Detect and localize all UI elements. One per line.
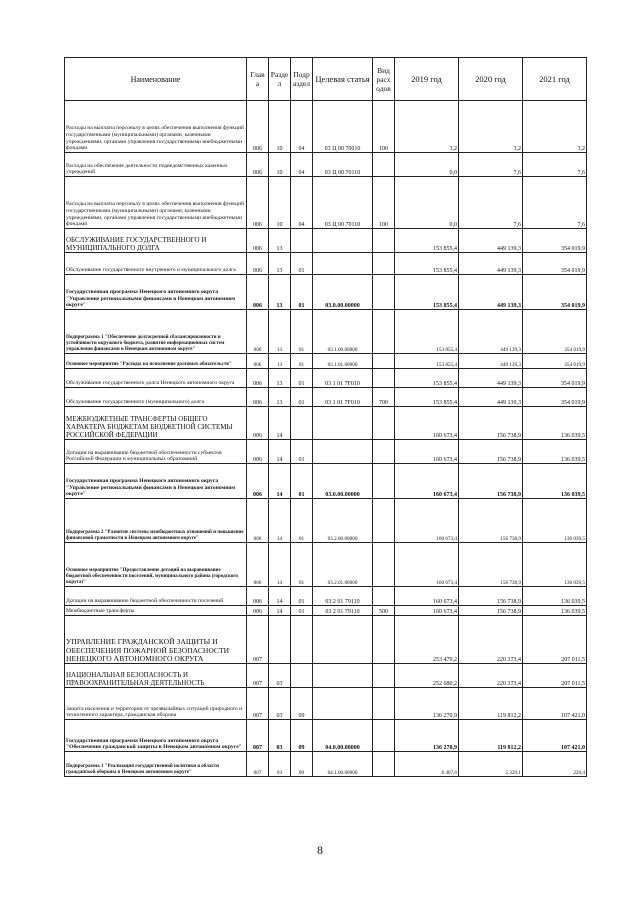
cell-podrazdel: 09 [291, 720, 313, 752]
cell-vid: 700 [373, 388, 395, 407]
cell-y2019: 0,0 [395, 177, 459, 229]
table-row [65, 275, 587, 310]
header-podrazdel: Подр аздел [291, 58, 313, 101]
cell-podrazdel: 09 [291, 688, 313, 720]
cell-y2019: 160 673,4 [395, 407, 459, 440]
cell-y2020: 156 738,9 [459, 464, 523, 499]
cell-y2020: 7,6 [459, 177, 523, 229]
cell-article: 03 2 01 79110 [313, 587, 373, 606]
cell-razdel [269, 616, 291, 664]
cell-article: 03 Ц 00 70010 [313, 101, 373, 153]
cell-glava: 006 [247, 153, 269, 177]
cell-name: ОБСЛУЖИВАНИЕ ГОСУДАРСТВЕННОГО И МУНИЦИПАЛЬНОГО ДОЛГА [65, 229, 247, 253]
cell-y2021: 136 039,5 [523, 587, 587, 606]
cell-y2019: 160 673,4 [395, 543, 459, 587]
cell-vid [373, 587, 395, 606]
cell-y2019: 160 673,4 [395, 464, 459, 499]
cell-y2021: 136 039,5 [523, 440, 587, 464]
cell-name: Основное мероприятие "Расходы на исполнение долговых обязательств" [65, 354, 247, 369]
cell-name: НАЦИОНАЛЬНАЯ БЕЗОПАСНОСТЬ И ПРАВООХРАНИТЕЛЬНАЯ ДЕЯТЕЛЬНОСТЬ [65, 664, 247, 688]
cell-razdel: 14 [269, 543, 291, 587]
cell-y2020: 220 373,4 [459, 664, 523, 688]
cell-name: Государственная программа Ненецкого автономного округа "Обеспечение гражданской защиты в Ненецком автономном округе" [65, 720, 247, 752]
cell-vid: 100 [373, 177, 395, 229]
table-row [65, 664, 587, 688]
header-2019: 2019 год [395, 58, 459, 101]
cell-podrazdel: 01 [291, 275, 313, 310]
cell-vid [373, 229, 395, 253]
header-2020: 2020 год [459, 58, 523, 101]
cell-vid [373, 664, 395, 688]
cell-y2020: 119 812,2 [459, 720, 523, 752]
cell-podrazdel [291, 229, 313, 253]
cell-name: Расходы на обеспечение деятельности подведомственных казенных учреждений [65, 153, 247, 177]
cell-glava: 006 [247, 101, 269, 153]
table-row [65, 354, 587, 369]
cell-podrazdel [291, 616, 313, 664]
cell-y2021: 107 421,0 [523, 688, 587, 720]
cell-vid [373, 499, 395, 543]
cell-article: 03.1.00.00000 [313, 310, 373, 354]
cell-y2020: 7,6 [459, 153, 523, 177]
cell-y2021: 3,2 [523, 101, 587, 153]
cell-name: Подпрограмма 2 "Развитие системы межбюджетных отношений и повышение финансовой грамотности в Ненецком автономном округе" [65, 499, 247, 543]
cell-y2021: 136 039,5 [523, 606, 587, 616]
table-row [65, 177, 587, 229]
table-row [65, 587, 587, 606]
cell-razdel: 10 [269, 153, 291, 177]
cell-razdel: 14 [269, 440, 291, 464]
cell-vid [373, 752, 395, 777]
cell-podrazdel: 01 [291, 499, 313, 543]
cell-razdel: 13 [269, 388, 291, 407]
cell-name: Обслуживание государственного внутреннего и муниципального долга [65, 253, 247, 275]
cell-podrazdel: 04 [291, 101, 313, 153]
cell-razdel: 13 [269, 369, 291, 388]
cell-y2021: 354 019,9 [523, 229, 587, 253]
cell-y2020: 449 139,3 [459, 275, 523, 310]
cell-y2021: 354 019,9 [523, 369, 587, 388]
cell-y2021: 354 019,9 [523, 354, 587, 369]
cell-y2021: 136 039,5 [523, 499, 587, 543]
cell-y2020: 156 738,9 [459, 499, 523, 543]
cell-y2020: 449 139,3 [459, 354, 523, 369]
table-row [65, 688, 587, 720]
cell-glava: 006 [247, 369, 269, 388]
table-row [65, 407, 587, 440]
header-vid: Вид расх одов [373, 58, 395, 101]
cell-glava: 007 [247, 720, 269, 752]
cell-glava: 007 [247, 688, 269, 720]
cell-article [313, 616, 373, 664]
cell-article [313, 253, 373, 275]
cell-y2021: 7,6 [523, 177, 587, 229]
cell-y2021: 7,6 [523, 153, 587, 177]
cell-vid [373, 253, 395, 275]
cell-name: Основное мероприятие "Предоставление дотаций на выравнивание бюджетной обеспеченности поселений, муниципального района (городского округа)" [65, 543, 247, 587]
cell-article: 04.1.00.00000 [313, 752, 373, 777]
cell-y2019: 153 855,4 [395, 229, 459, 253]
cell-glava: 006 [247, 606, 269, 616]
cell-name: Подпрограмма 1 "Реализация государственной политики в области гражданской обороны в Ненецком автономном округе" [65, 752, 247, 777]
cell-podrazdel: 01 [291, 606, 313, 616]
cell-vid [373, 310, 395, 354]
cell-razdel: 14 [269, 464, 291, 499]
cell-razdel: 13 [269, 275, 291, 310]
cell-article: 03.2.00.00000 [313, 499, 373, 543]
cell-y2021: 136 039,5 [523, 464, 587, 499]
cell-y2020: 156 738,9 [459, 587, 523, 606]
cell-y2019: 3,2 [395, 101, 459, 153]
cell-podrazdel: 09 [291, 752, 313, 777]
header-glava: Глав а [247, 58, 269, 101]
table-header-row [65, 58, 587, 101]
cell-razdel: 14 [269, 407, 291, 440]
cell-article [313, 407, 373, 440]
cell-name: Государственная программа Ненецкого автономного округа "Управление региональными финансами в Ненецком автономном округе" [65, 275, 247, 310]
table-row [65, 616, 587, 664]
cell-glava: 007 [247, 752, 269, 777]
cell-razdel: 10 [269, 101, 291, 153]
cell-y2019: 160 673,4 [395, 499, 459, 543]
cell-y2020: 156 738,9 [459, 407, 523, 440]
cell-name: Межбюджетные трансферты [65, 606, 247, 616]
cell-glava: 007 [247, 616, 269, 664]
cell-y2019: 136 270,9 [395, 720, 459, 752]
cell-y2021: 207 011,5 [523, 664, 587, 688]
cell-vid [373, 369, 395, 388]
cell-y2019: 160 673,4 [395, 440, 459, 464]
cell-vid [373, 720, 395, 752]
cell-glava: 006 [247, 499, 269, 543]
cell-podrazdel [291, 664, 313, 688]
table-row [65, 464, 587, 499]
cell-vid [373, 407, 395, 440]
table-row [65, 440, 587, 464]
cell-glava: 006 [247, 275, 269, 310]
cell-vid [373, 688, 395, 720]
cell-name: Защита населения и территории от чрезвычайных ситуаций природного и техногенного характера, гражданская оборона [65, 688, 247, 720]
cell-y2019: 153 855,4 [395, 253, 459, 275]
cell-y2019: 252 680,2 [395, 664, 459, 688]
cell-y2020: 119 812,2 [459, 688, 523, 720]
cell-podrazdel: 01 [291, 543, 313, 587]
cell-razdel: 14 [269, 499, 291, 543]
cell-razdel: 13 [269, 354, 291, 369]
cell-y2020: 3,2 [459, 101, 523, 153]
cell-y2021: 220,4 [523, 752, 587, 777]
cell-name: Подпрограмма 1 "Обеспечение долгосрочной сбалансированности и устойчивости окружного бюджета, развитие информационных систем управления финансами в Ненецком автономном округе" [65, 310, 247, 354]
header-article: Целевая статья [313, 58, 373, 101]
cell-vid [373, 616, 395, 664]
cell-y2020: 449 139,3 [459, 369, 523, 388]
cell-podrazdel: 01 [291, 440, 313, 464]
table-row [65, 388, 587, 407]
cell-y2021: 354 019,9 [523, 388, 587, 407]
budget-table [64, 57, 587, 777]
table-row [65, 606, 587, 616]
cell-glava: 006 [247, 354, 269, 369]
cell-y2019: 160 673,4 [395, 606, 459, 616]
cell-y2020: 156 738,9 [459, 440, 523, 464]
page-number: 8 [317, 843, 323, 857]
cell-razdel: 03 [269, 664, 291, 688]
cell-y2020: 156 738,9 [459, 606, 523, 616]
cell-name: Дотации на выравнивание бюджетной обеспеченности субъектов Российской Федерации и муниципальных образований [65, 440, 247, 464]
cell-vid [373, 354, 395, 369]
cell-y2021: 107 421,0 [523, 720, 587, 752]
cell-glava: 006 [247, 543, 269, 587]
cell-vid [373, 440, 395, 464]
cell-glava: 006 [247, 440, 269, 464]
table-row [65, 253, 587, 275]
cell-article [313, 229, 373, 253]
cell-podrazdel: 01 [291, 354, 313, 369]
cell-y2020: 449 139,3 [459, 310, 523, 354]
cell-glava: 006 [247, 587, 269, 606]
cell-article: 03 1 01 7F010 [313, 388, 373, 407]
cell-y2019: 153 855,4 [395, 388, 459, 407]
cell-glava: 006 [247, 388, 269, 407]
header-name: Наименование [65, 58, 247, 101]
cell-razdel: 10 [269, 177, 291, 229]
cell-vid [373, 153, 395, 177]
cell-article: 03.0.00.00000 [313, 464, 373, 499]
cell-y2020: 449 139,3 [459, 253, 523, 275]
cell-name: Обслуживание государственного долга Ненецкого автономного округа [65, 369, 247, 388]
cell-article [313, 440, 373, 464]
cell-name: Обслуживание государственного (муниципального) долга [65, 388, 247, 407]
cell-name: Дотации на выравнивание бюджетной обеспеченности поселений [65, 587, 247, 606]
cell-y2021: 354 019,9 [523, 253, 587, 275]
cell-podrazdel: 04 [291, 177, 313, 229]
cell-razdel: 13 [269, 310, 291, 354]
table-row [65, 310, 587, 354]
table-row [65, 543, 587, 587]
cell-vid [373, 275, 395, 310]
cell-razdel: 03 [269, 720, 291, 752]
table-body [65, 101, 587, 777]
cell-y2020: 449 139,3 [459, 229, 523, 253]
cell-glava: 006 [247, 464, 269, 499]
cell-glava: 006 [247, 253, 269, 275]
table-row [65, 229, 587, 253]
cell-y2019: 153 855,4 [395, 275, 459, 310]
cell-podrazdel: 01 [291, 369, 313, 388]
table-row [65, 153, 587, 177]
cell-vid [373, 464, 395, 499]
cell-y2021: 207 011,5 [523, 616, 587, 664]
cell-article: 04.0.00.00000 [313, 720, 373, 752]
cell-name: Расходы на выплаты персоналу в целях обеспечения выполнения функций государственными (муниципальными) органами, казенными учреждениями, органами управления государственными внебюджетными фондами [65, 101, 247, 153]
cell-article: 03 1 01 7F010 [313, 369, 373, 388]
cell-razdel: 14 [269, 587, 291, 606]
cell-y2020: 5 329,1 [459, 752, 523, 777]
cell-y2020: 220 373,4 [459, 616, 523, 664]
cell-name: Расходы на выплаты персоналу в целях обеспечения выполнения функций государственными (муниципальными) органами, казенными учреждениями, органами управления государственными внебюджетными фондами [65, 177, 247, 229]
cell-razdel: 03 [269, 688, 291, 720]
cell-article: 03 Ц 00 70110 [313, 153, 373, 177]
cell-razdel: 03 [269, 752, 291, 777]
cell-razdel: 13 [269, 229, 291, 253]
cell-podrazdel: 04 [291, 153, 313, 177]
cell-vid: 500 [373, 606, 395, 616]
table-row [65, 369, 587, 388]
cell-y2019: 153 855,4 [395, 369, 459, 388]
table-row [65, 499, 587, 543]
header-razdel: Разде л [269, 58, 291, 101]
cell-y2019: 253 479,2 [395, 616, 459, 664]
cell-y2021: 136 039,5 [523, 407, 587, 440]
cell-y2020: 449 139,3 [459, 388, 523, 407]
cell-podrazdel: 01 [291, 310, 313, 354]
cell-glava: 006 [247, 310, 269, 354]
cell-name: Государственная программа Ненецкого автономного округа "Управление региональными финансами в Ненецком автономном округе" [65, 464, 247, 499]
table-row [65, 720, 587, 752]
cell-y2019: 0,0 [395, 153, 459, 177]
cell-y2021: 354 019,9 [523, 275, 587, 310]
cell-article: 03 Ц 00 70110 [313, 177, 373, 229]
cell-razdel: 14 [269, 606, 291, 616]
cell-podrazdel: 01 [291, 253, 313, 275]
cell-podrazdel: 01 [291, 587, 313, 606]
cell-glava: 007 [247, 664, 269, 688]
cell-vid [373, 543, 395, 587]
cell-glava: 006 [247, 407, 269, 440]
cell-podrazdel: 01 [291, 464, 313, 499]
cell-article: 03.1.01.00000 [313, 354, 373, 369]
cell-y2019: 153 855,4 [395, 354, 459, 369]
cell-article [313, 688, 373, 720]
cell-article: 03.2.01.00000 [313, 543, 373, 587]
cell-article: 03 2 01 79110 [313, 606, 373, 616]
cell-y2020: 156 738,9 [459, 543, 523, 587]
cell-name: МЕЖБЮДЖЕТНЫЕ ТРАНСФЕРТЫ ОБЩЕГО ХАРАКТЕРА БЮДЖЕТАМ БЮДЖЕТНОЙ СИСТЕМЫ РОССИЙСКОЙ ФЕДЕРАЦИИ [65, 407, 247, 440]
cell-podrazdel: 01 [291, 388, 313, 407]
cell-y2019: 136 270,9 [395, 688, 459, 720]
cell-vid: 100 [373, 101, 395, 153]
cell-razdel: 13 [269, 253, 291, 275]
cell-article: 03.0.00.00000 [313, 275, 373, 310]
header-2021: 2021 год [523, 58, 587, 101]
cell-y2019: 153 855,4 [395, 310, 459, 354]
cell-y2021: 136 039,5 [523, 543, 587, 587]
cell-glava: 006 [247, 177, 269, 229]
cell-glava: 006 [247, 229, 269, 253]
cell-y2019: 8 407,6 [395, 752, 459, 777]
cell-article [313, 664, 373, 688]
cell-y2019: 160 673,4 [395, 587, 459, 606]
cell-podrazdel [291, 407, 313, 440]
table-row [65, 752, 587, 777]
table-row [65, 101, 587, 153]
cell-y2021: 354 019,9 [523, 310, 587, 354]
cell-name: УПРАВЛЕНИЕ ГРАЖДАНСКОЙ ЗАЩИТЫ И ОБЕСПЕЧЕНИЯ ПОЖАРНОЙ БЕЗОПАСНОСТИ НЕНЕЦКОГО АВТОНОМНОГО ОКРУГА [65, 616, 247, 664]
